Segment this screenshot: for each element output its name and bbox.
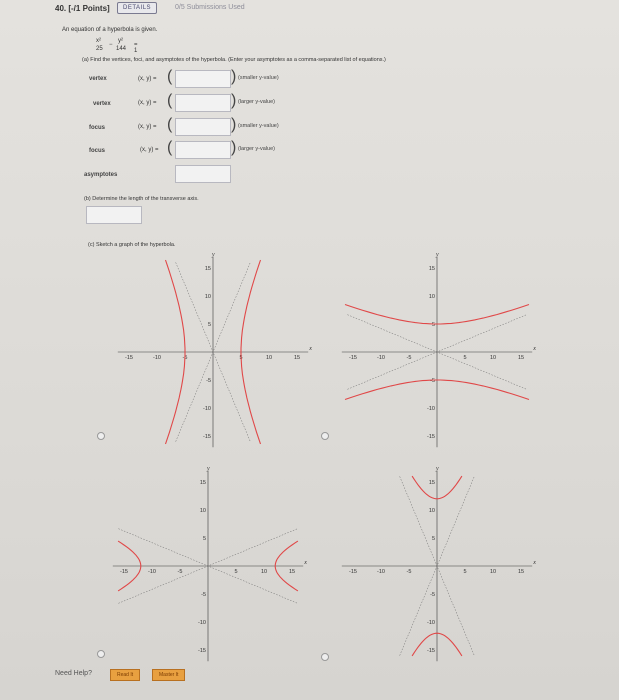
submissions-used: 0/5 Submissions Used: [175, 4, 245, 11]
vertex-smaller-note: (smaller y-value): [238, 75, 279, 81]
vertex-smaller-input[interactable]: [175, 70, 231, 88]
y-tick-label: 5: [431, 536, 435, 542]
vertex-label-2: vertex: [93, 101, 111, 107]
y-tick-label: 10: [199, 508, 206, 514]
y-tick-label: -10: [427, 406, 435, 412]
close-paren: ): [231, 116, 237, 133]
x-tick-label: -10: [377, 569, 385, 575]
y-tick-label: 5: [207, 322, 211, 328]
y-tick-label: -15: [203, 434, 211, 440]
x-tick-label: 5: [239, 355, 243, 361]
x-tick-label: 15: [293, 355, 301, 361]
vertex-point-2: (x, y) =: [138, 100, 157, 106]
part-a-prompt: (a) Find the vertices, foci, and asymptotes of the hyperbola. (Enter your asymptotes as a comma-separated list of equations.): [82, 57, 386, 63]
part-c-prompt: (c) Sketch a graph of the hyperbola.: [88, 242, 176, 248]
vertex-larger-note: (larger y-value): [238, 99, 275, 105]
part-b-prompt: (b) Determine the length of the transverse axis.: [84, 196, 199, 202]
question-number: 40. [-/1 Points]: [55, 4, 110, 13]
x-tick-label: 10: [489, 569, 497, 575]
y-tick-label: 10: [428, 508, 435, 514]
open-paren: (: [167, 68, 173, 85]
y-tick-label: 10: [204, 294, 211, 300]
x-tick-label: 5: [234, 569, 238, 575]
details-button[interactable]: DETAILS: [117, 2, 157, 14]
vertex-label-1: vertex: [89, 76, 107, 82]
vertex-larger-input[interactable]: [175, 94, 231, 112]
asymptotes-label: asymptotes: [84, 172, 118, 178]
y-tick-label: -10: [203, 406, 211, 412]
y-tick-label: 15: [204, 266, 211, 272]
graph-option-4[interactable]: [337, 466, 537, 666]
focus-larger-input[interactable]: [175, 141, 231, 159]
read-it-button[interactable]: Read It: [110, 669, 140, 681]
graph-radio-1[interactable]: [97, 432, 105, 440]
x-tick-label: -10: [148, 569, 156, 575]
x-tick-label: -15: [120, 569, 128, 575]
x-tick-label: -5: [406, 569, 412, 575]
graph-option-2[interactable]: [337, 252, 537, 452]
focus-larger-note: (larger y-value): [238, 146, 275, 152]
close-paren: ): [231, 139, 237, 156]
y-axis-label: y: [207, 465, 210, 472]
x-axis-label: x: [533, 346, 536, 352]
y-tick-label: 10: [428, 294, 435, 300]
y-tick-label: -15: [427, 434, 435, 440]
x-tick-label: -15: [349, 569, 357, 575]
y-tick-label: -5: [201, 592, 206, 598]
graph-radio-2[interactable]: [321, 432, 329, 440]
y-tick-label: -10: [198, 620, 206, 626]
x-tick-label: 15: [517, 569, 525, 575]
x-tick-label: 10: [260, 569, 268, 575]
open-paren: (: [167, 139, 173, 156]
x-tick-label: 5: [463, 355, 467, 361]
equation-y-denominator: 144: [116, 46, 127, 52]
x-tick-label: -5: [406, 355, 412, 361]
x-tick-label: 10: [265, 355, 273, 361]
equation-rhs: = 1: [134, 42, 138, 54]
x-axis-label: x: [304, 560, 307, 566]
y-tick-label: -5: [206, 378, 211, 384]
focus-label-2: focus: [89, 148, 106, 154]
need-help-label: Need Help?: [55, 670, 92, 677]
equation-y-term: y²: [118, 38, 123, 44]
focus-point-2: (x, y) =: [140, 147, 159, 153]
graph-radio-3[interactable]: [97, 650, 105, 658]
x-axis-label: x: [309, 346, 312, 352]
graph-option-1[interactable]: [113, 252, 313, 452]
focus-smaller-note: (smaller y-value): [238, 123, 279, 129]
x-tick-label: -15: [125, 355, 133, 361]
equation-x-term: x²: [96, 38, 101, 44]
x-tick-label: 15: [288, 569, 296, 575]
x-tick-label: -15: [349, 355, 357, 361]
x-tick-label: 5: [463, 569, 467, 575]
y-tick-label: -5: [430, 592, 435, 598]
y-tick-label: -15: [427, 648, 435, 654]
equation-minus: −: [109, 42, 113, 48]
y-axis-label: y: [436, 465, 439, 472]
y-axis-label: y: [212, 251, 215, 258]
y-tick-label: 5: [431, 322, 435, 328]
vertex-point-1: (x, y) =: [138, 76, 157, 82]
y-tick-label: 15: [428, 266, 435, 272]
graph-radio-4[interactable]: [321, 653, 329, 661]
transverse-axis-input[interactable]: [86, 206, 142, 224]
x-tick-label: 15: [517, 355, 525, 361]
equation-x-denominator: 25: [96, 46, 103, 52]
y-tick-label: 15: [428, 480, 435, 486]
y-axis-label: y: [436, 251, 439, 258]
x-tick-label: 10: [489, 355, 497, 361]
master-it-button[interactable]: Master It: [152, 669, 185, 681]
x-tick-label: -10: [377, 355, 385, 361]
intro-text: An equation of a hyperbola is given.: [62, 27, 158, 33]
asymptotes-input[interactable]: [175, 165, 231, 183]
close-paren: ): [231, 92, 237, 109]
open-paren: (: [167, 116, 173, 133]
x-axis-label: x: [533, 560, 536, 566]
y-tick-label: -10: [427, 620, 435, 626]
close-paren: ): [231, 68, 237, 85]
open-paren: (: [167, 92, 173, 109]
graph-option-3[interactable]: [108, 466, 308, 666]
focus-smaller-input[interactable]: [175, 118, 231, 136]
x-tick-label: -5: [182, 355, 188, 361]
focus-label-1: focus: [89, 125, 106, 131]
x-tick-label: -10: [153, 355, 161, 361]
y-tick-label: 15: [199, 480, 206, 486]
y-tick-label: 5: [202, 536, 206, 542]
y-tick-label: -15: [198, 648, 206, 654]
x-tick-label: -5: [177, 569, 183, 575]
focus-point-1: (x, y) =: [138, 124, 157, 130]
y-tick-label: -5: [430, 378, 435, 384]
